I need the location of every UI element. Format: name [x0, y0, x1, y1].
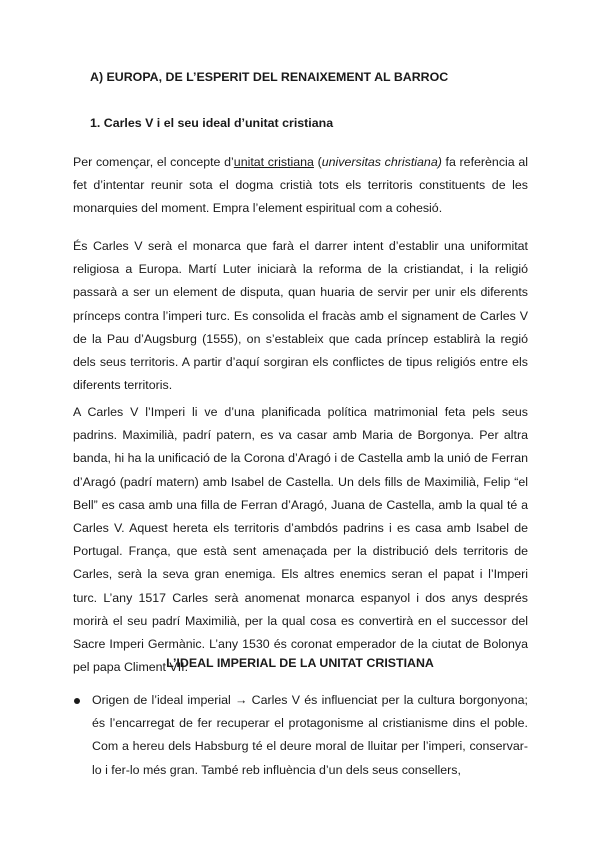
bullet-list	[73, 689, 528, 782]
list-item	[73, 689, 528, 782]
subsection-title: 1. Carles V i el seu ideal d’unitat cristiana	[90, 116, 334, 130]
paragraph-intro	[73, 151, 528, 221]
paragraph-imperi: A Carles V l’Imperi li ve d’una planificada política matrimonial feta pels seus padrins. Maximilià, padrí patern, es va casar amb Maria de Borgonya. Per altra banda, hi ha la unificació de la Corona d’Aragó i de Castella amb la unió de Ferran d’Aragó (padrí matern) amb Isabel de Castella. Un dels fills de Maximilià, Felip “el Bell” es casa amb una filla de Ferran d’Aragó, Juana de Castella, amb la qual té a Carles V. Aquest hereta els territoris d’ambdós padrins i es casa amb Isabel de Portugal. França, que està sent amenaçada per la distribució dels territoris de Carles, serà la seva gran enemiga. Els altres enemics seran el papat i l’Imperi turc. L’any 1517 Carles serà anomenat monarca espanyol i dos anys després morirà el seu padrí Maximilià, per la qual cosa es convertirà en el successor del Sacre Imperi Germànic. L’any 1530 és coronat emperador de la ciutat de Bolonya pel papa Climent VII.	[73, 405, 528, 675]
center-heading: L’IDEAL IMPERIAL DE LA UNITAT CRISTIANA	[166, 656, 434, 670]
term-unitat-cristiana: unitat cristiana	[233, 155, 314, 169]
paragraph-intro-pre: Per començar, el concepte d’	[73, 155, 234, 169]
paragraph-carles-v: És Carles V serà el monarca que farà el darrer intent d’establir una uniformitat religiosa a Europa. Martí Luter iniciarà la reforma de la cristiandat, i la religió passarà a ser un element de disputa, quan huaria de servir per unir els diferents prínceps contra l’imperi turc. Es consolida el fracàs amb el signament de Carles V de la Pau d’Augsburg (1555), on s’estableix que cada príncep establirà la regió dels seus territoris. A partir d’aquí sorgiran els conflictes de tipus religiós entre els diferents territoris.	[73, 239, 528, 393]
term-universitas-christiana: universitas christiana)	[321, 155, 442, 169]
paragraph-intro-post: fa referència al fet d’intentar reunir sota el dogma cristià tots els territoris constituents de les monarquies del moment. Empra l’element espiritual com a cohesió.	[73, 155, 528, 216]
bullet-dot-icon	[74, 698, 80, 704]
section-title: A) EUROPA, DE L’ESPERIT DEL RENAIXEMENT AL BARROC	[90, 70, 449, 84]
paragraph-intro-mid: (	[313, 155, 322, 169]
bullet-text: Origen de l’ideal imperial → Carles V és influenciat per la cultura borgonyona; és l’encarregat de fer recuperar el protagonisme al cristianisme dins el poble. Com a hereu dels Habsburg té el deure moral de lluitar per l’imperi, conservar-lo i fer-lo més gran. També reb influència d’un dels seus consellers,	[92, 693, 528, 777]
